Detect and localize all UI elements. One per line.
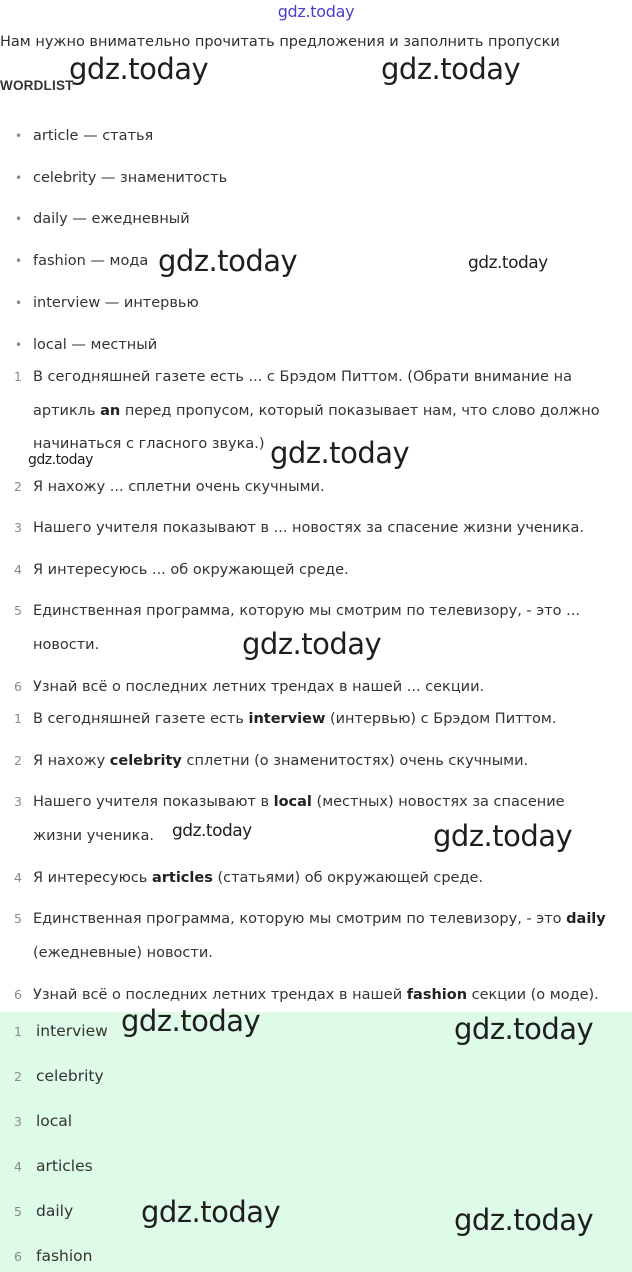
- sentence-text: (интервью) с Брэдом Питтом.: [325, 711, 557, 727]
- sentence-line: [33, 945, 213, 961]
- wordlist-item: [15, 128, 153, 144]
- answer-word: celebrity: [36, 1067, 104, 1085]
- sentence-text: артикль: [33, 403, 101, 419]
- sentence-line: [33, 794, 565, 810]
- answer-word: local: [273, 794, 312, 810]
- sentence-text: Я нахожу ... сплетни очень скучными.: [33, 479, 325, 495]
- wordlist-item: [15, 295, 199, 311]
- answer-word-item: [14, 1067, 104, 1085]
- answer-word-item: [14, 1022, 108, 1040]
- sentence-line: [33, 369, 572, 385]
- item-number: 6: [14, 987, 22, 1002]
- sentence-text: начинаться с гласного звука.): [33, 436, 265, 452]
- answer-word-item: [14, 1247, 92, 1265]
- sentence-text: (местных) новостях за спасение: [311, 794, 565, 810]
- watermark: gdz.today: [381, 52, 521, 86]
- wordlist-item: [15, 170, 227, 186]
- answer-word: fashion: [406, 987, 468, 1003]
- item-number: 1: [14, 1024, 22, 1039]
- sentence-text: (ежедневные) новости.: [33, 945, 213, 961]
- sentence-line: [33, 753, 528, 769]
- wordlist-text: fashion — мода: [33, 253, 149, 269]
- item-number: 4: [14, 1159, 22, 1174]
- item-number: 1: [14, 369, 22, 384]
- watermark: gdz.today: [468, 253, 548, 273]
- sentence-text: Узнай всё о последних летних трендах в нашей: [33, 987, 407, 1003]
- item-number: 2: [14, 479, 22, 494]
- sentence-line: [33, 828, 154, 844]
- sentence-text: перед пропусом, который показывает нам, что слово должно: [120, 403, 600, 419]
- sentence-text: сплетни (о знаменитостях) очень скучными.: [181, 753, 529, 769]
- answer-word-item: [14, 1112, 72, 1130]
- sentence-text: Я нахожу: [33, 753, 110, 769]
- answer-word: fashion: [36, 1247, 93, 1265]
- watermark: gdz.today: [28, 452, 93, 468]
- item-number: 3: [14, 520, 22, 535]
- bullet-icon: •: [15, 212, 23, 226]
- answer-word-item: [14, 1202, 73, 1220]
- sentence-text: Узнай всё о последних летних трендах в нашей ... секции.: [33, 679, 485, 695]
- watermark: gdz.today: [433, 819, 573, 853]
- item-number: 5: [14, 911, 22, 926]
- watermark: gdz.today: [172, 821, 252, 841]
- answer-word: articles: [36, 1157, 93, 1175]
- item-number: 6: [14, 679, 22, 694]
- intro-text: Нам нужно внимательно прочитать предложения и заполнить пропуски: [0, 34, 560, 50]
- sentence-line: [33, 403, 600, 419]
- sentence-line: [33, 679, 484, 695]
- watermark: gdz.today: [270, 436, 410, 470]
- answer-word: daily: [36, 1202, 74, 1220]
- item-number: 2: [14, 753, 22, 768]
- sentence-line: [33, 603, 580, 619]
- sentence-line: [33, 911, 606, 927]
- watermark: gdz.today: [121, 1004, 261, 1038]
- item-number: 2: [14, 1069, 22, 1084]
- sentence-text: Единственная программа, которую мы смотрим по телевизору, - это ...: [33, 603, 580, 619]
- sentence-line: [33, 436, 265, 452]
- wordlist-text: local — местный: [33, 337, 158, 353]
- wordlist-text: daily — ежедневный: [33, 211, 190, 227]
- sentence-text: Единственная программа, которую мы смотрим по телевизору, - это: [33, 911, 567, 927]
- sentence-text: новости.: [33, 637, 100, 653]
- bullet-icon: •: [15, 338, 23, 352]
- sentence-line: [33, 637, 99, 653]
- answer-word: interview: [36, 1022, 108, 1040]
- sentence-text: В сегодняшней газете есть: [33, 711, 249, 727]
- wordlist-item: [15, 253, 148, 269]
- bullet-icon: •: [15, 254, 23, 268]
- sentence-line: [33, 711, 556, 727]
- answer-word: local: [36, 1112, 73, 1130]
- answer-word: daily: [566, 911, 606, 927]
- wordlist-text: article — статья: [33, 128, 154, 144]
- sentence-text: секции (о моде).: [467, 987, 599, 1003]
- bullet-icon: •: [15, 171, 23, 185]
- item-number: 5: [14, 1204, 22, 1219]
- watermark: gdz.today: [158, 244, 298, 278]
- item-number: 4: [14, 870, 22, 885]
- site-logo[interactable]: gdz.today: [277, 2, 355, 21]
- answer-word: celebrity: [109, 753, 182, 769]
- wordlist-heading: WORDLIST: [0, 78, 74, 93]
- answer-word-item: [14, 1157, 93, 1175]
- item-number: 3: [14, 794, 22, 809]
- watermark: gdz.today: [454, 1012, 594, 1046]
- item-number: 6: [14, 1249, 22, 1264]
- sentence-line: [33, 520, 584, 536]
- answer-word: interview: [248, 711, 326, 727]
- answer-word: articles: [151, 870, 213, 886]
- sentence-text: Нашего учителя показывают в: [33, 794, 274, 810]
- item-number: 1: [14, 711, 22, 726]
- wordlist-text: celebrity — знаменитость: [33, 170, 228, 186]
- sentence-text: Я интересуюсь: [33, 870, 152, 886]
- bullet-icon: •: [15, 296, 23, 310]
- answer-word: an: [100, 403, 121, 419]
- wordlist-item: [15, 211, 190, 227]
- sentence-line: [33, 870, 483, 886]
- item-number: 4: [14, 562, 22, 577]
- watermark: gdz.today: [141, 1195, 281, 1229]
- sentence-text: Я интересуюсь ... об окружающей среде.: [33, 562, 349, 578]
- sentence-line: [33, 987, 599, 1003]
- bullet-icon: •: [15, 129, 23, 143]
- sentence-text: жизни ученика.: [33, 828, 154, 844]
- sentence-text: (статьями) об окружающей среде.: [212, 870, 484, 886]
- sentence-line: [33, 562, 349, 578]
- sentence-text: В сегодняшней газете есть ... с Брэдом Питтом. (Обрати внимание на: [33, 369, 572, 385]
- wordlist-text: interview — интервью: [33, 295, 199, 311]
- sentence-line: [33, 479, 325, 495]
- wordlist-item: [15, 337, 157, 353]
- item-number: 5: [14, 603, 22, 618]
- sentence-text: Нашего учителя показывают в ... новостях за спасение жизни ученика.: [33, 520, 584, 536]
- watermark: gdz.today: [454, 1203, 594, 1237]
- item-number: 3: [14, 1114, 22, 1129]
- watermark: gdz.today: [242, 627, 382, 661]
- watermark: gdz.today: [69, 52, 209, 86]
